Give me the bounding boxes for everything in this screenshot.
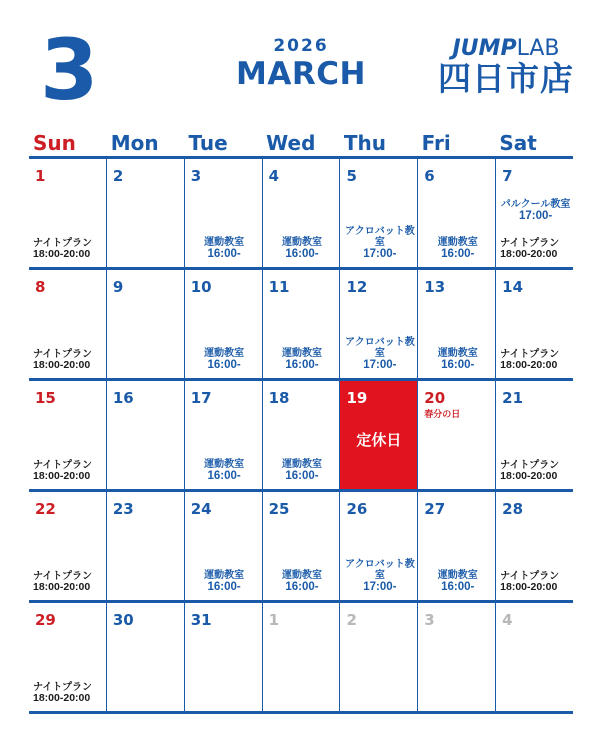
day-number: 17 <box>190 389 212 407</box>
day-cell <box>185 270 263 378</box>
event-undo <box>422 570 493 594</box>
event-time: 16:00- <box>207 581 241 594</box>
weekday-fri: Fri <box>421 131 451 155</box>
month-name: MARCH <box>236 56 366 92</box>
event-undo <box>189 237 260 261</box>
day-number: 13 <box>424 278 446 296</box>
event-title: ナイトプラン <box>500 238 560 250</box>
calendar-week <box>29 270 573 381</box>
day-number: 27 <box>424 500 446 518</box>
event-time: 18:00-20:00 <box>33 248 91 261</box>
day-cell <box>185 492 263 600</box>
event-title: ナイトプラン <box>33 349 92 361</box>
month-number: 3 <box>40 21 99 119</box>
day-number: 4 <box>268 167 280 185</box>
event-night <box>500 571 571 594</box>
day-number: 7 <box>502 167 513 185</box>
day-cell <box>496 270 573 378</box>
event-time: 18:00-20:00 <box>500 470 558 483</box>
event-time: 18:00-20:00 <box>500 359 558 372</box>
calendar-grid <box>29 130 573 714</box>
event-time: 18:00-20:00 <box>33 692 91 705</box>
event-time: 16:00- <box>441 359 475 372</box>
event-title: 運動教室 <box>437 570 478 582</box>
day-cell <box>29 270 107 378</box>
day-number: 4 <box>502 611 513 629</box>
event-parkour <box>500 199 571 223</box>
day-cell <box>263 492 341 600</box>
day-number: 26 <box>346 500 368 518</box>
event-title: アクロバット教室 <box>345 337 415 360</box>
event-undo <box>189 459 260 483</box>
day-number: 28 <box>502 500 524 518</box>
event-title: ナイトプラン <box>500 460 560 472</box>
day-number: 31 <box>190 611 212 629</box>
day-number: 11 <box>268 278 290 296</box>
event-time: 18:00-20:00 <box>500 581 558 594</box>
day-cell <box>418 270 496 378</box>
event-undo <box>267 237 338 261</box>
closed-day-cell <box>340 381 418 489</box>
event-time: 16:00- <box>285 470 319 483</box>
day-number: 18 <box>268 389 290 407</box>
event-title: 運動教室 <box>282 570 322 582</box>
event-time: 17:00- <box>363 248 397 261</box>
brand-logo: JUMPLAB <box>452 36 560 61</box>
event-night <box>500 349 571 372</box>
day-cell <box>496 492 573 600</box>
event-night <box>500 460 571 483</box>
event-acro <box>344 226 415 261</box>
event-acro <box>344 559 415 594</box>
event-title: 運動教室 <box>282 459 322 471</box>
event-undo <box>189 348 260 372</box>
day-cell <box>107 270 185 378</box>
event-undo <box>267 348 338 372</box>
weekday-header <box>29 130 573 159</box>
closed-label: 定休日 <box>356 432 402 449</box>
day-number: 14 <box>502 278 524 296</box>
event-time: 16:00- <box>285 581 319 594</box>
event-time: 17:00- <box>363 359 397 372</box>
event-undo <box>422 237 493 261</box>
day-cell <box>185 381 263 489</box>
event-title: 運動教室 <box>437 237 478 249</box>
day-cell <box>107 159 185 267</box>
day-cell <box>340 270 418 378</box>
day-cell <box>263 270 341 378</box>
day-number: 2 <box>112 167 124 185</box>
weekday-mon: Mon <box>110 131 159 155</box>
event-undo <box>267 459 338 483</box>
day-cell <box>29 381 107 489</box>
event-title: パルクール教室 <box>500 199 571 210</box>
day-number: 22 <box>35 500 56 518</box>
event-time: 16:00- <box>207 470 241 483</box>
day-cell <box>418 159 496 267</box>
event-time: 17:00- <box>363 581 397 594</box>
day-number: 6 <box>424 167 435 185</box>
event-night <box>33 349 104 372</box>
event-title: ナイトプラン <box>33 682 92 694</box>
event-time: 18:00-20:00 <box>33 581 91 594</box>
day-number: 19 <box>346 389 368 407</box>
day-cell <box>185 603 263 711</box>
day-number: 5 <box>346 167 357 185</box>
day-cell <box>340 492 418 600</box>
day-cell <box>340 603 418 711</box>
event-undo <box>422 348 493 372</box>
event-title: 運動教室 <box>282 237 322 249</box>
day-number: 8 <box>35 278 46 296</box>
day-cell <box>263 159 341 267</box>
event-time: 16:00- <box>441 248 475 261</box>
day-number: 12 <box>346 278 368 296</box>
weekday-wed: Wed <box>266 131 316 155</box>
event-night <box>33 238 104 261</box>
day-cell <box>263 603 341 711</box>
event-title: ナイトプラン <box>500 571 560 583</box>
event-title: ナイトプラン <box>500 349 560 361</box>
day-number: 3 <box>190 167 202 185</box>
day-number: 25 <box>268 500 290 518</box>
weekday-sat: Sat <box>499 131 537 155</box>
day-number: 15 <box>35 389 56 407</box>
day-cell <box>107 492 185 600</box>
day-cell <box>29 159 107 267</box>
event-title: 運動教室 <box>282 348 322 360</box>
event-night <box>33 460 104 483</box>
calendar-week <box>29 159 573 270</box>
day-number: 2 <box>346 611 357 629</box>
event-title: 運動教室 <box>204 348 245 360</box>
day-cell <box>185 159 263 267</box>
event-time: 16:00- <box>441 581 475 594</box>
event-title: アクロバット教室 <box>345 559 415 582</box>
day-cell <box>29 492 107 600</box>
day-number: 1 <box>35 167 46 185</box>
event-time: 16:00- <box>207 359 241 372</box>
day-number: 21 <box>502 389 524 407</box>
day-cell <box>29 603 107 711</box>
event-night <box>500 238 571 261</box>
day-number: 1 <box>268 611 280 629</box>
event-time: 16:00- <box>285 359 319 372</box>
calendar-week <box>29 492 573 603</box>
event-night <box>33 682 104 705</box>
day-cell <box>418 492 496 600</box>
day-cell <box>107 603 185 711</box>
event-time: 17:00- <box>518 210 553 222</box>
event-time: 18:00-20:00 <box>33 470 91 483</box>
event-time: 18:00-20:00 <box>33 359 91 372</box>
event-title: 運動教室 <box>204 459 245 471</box>
weekday-sun: Sun <box>33 131 76 155</box>
day-cell <box>418 603 496 711</box>
day-cell <box>496 381 573 489</box>
holiday-label: 春分の日 <box>424 409 461 419</box>
event-title: 運動教室 <box>204 237 245 249</box>
year-label: 2026 <box>273 36 329 56</box>
day-number: 23 <box>112 500 134 518</box>
event-title: ナイトプラン <box>33 238 92 250</box>
store-name: 四日市店 <box>438 59 574 98</box>
day-number: 20 <box>424 389 446 407</box>
weekday-thu: Thu <box>343 131 386 155</box>
day-cell <box>496 603 573 711</box>
weekday-tue: Tue <box>188 131 228 155</box>
event-title: 運動教室 <box>204 570 245 582</box>
calendar-week <box>29 603 573 714</box>
day-number: 10 <box>190 278 212 296</box>
day-number: 24 <box>190 500 212 518</box>
event-undo <box>267 570 338 594</box>
day-cell <box>107 381 185 489</box>
calendar-week <box>29 381 573 492</box>
event-time: 16:00- <box>285 248 319 261</box>
day-number: 3 <box>424 611 435 629</box>
event-time: 16:00- <box>207 248 241 261</box>
day-number: 29 <box>35 611 56 629</box>
day-cell <box>263 381 341 489</box>
day-number: 9 <box>112 278 124 296</box>
event-night <box>33 571 104 594</box>
event-title: ナイトプラン <box>33 571 92 583</box>
calendar-weeks <box>29 159 573 714</box>
day-number: 30 <box>112 611 134 629</box>
day-cell <box>418 381 496 489</box>
event-title: アクロバット教室 <box>345 226 415 249</box>
event-title: ナイトプラン <box>33 460 92 472</box>
event-title: 運動教室 <box>437 348 478 360</box>
event-undo <box>189 570 260 594</box>
day-cell <box>496 159 573 267</box>
day-number: 16 <box>112 389 134 407</box>
brand-block <box>438 38 574 98</box>
event-time: 18:00-20:00 <box>500 248 558 261</box>
day-cell <box>340 159 418 267</box>
event-acro <box>344 337 415 372</box>
